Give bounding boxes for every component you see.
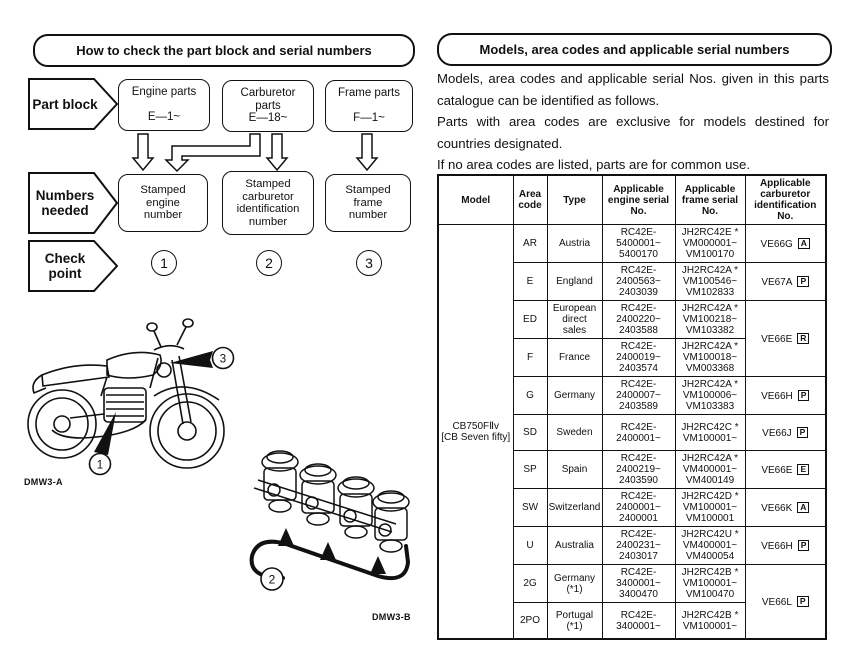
column-header-1: Area code	[513, 175, 547, 225]
carb-1	[262, 451, 298, 512]
column-header-4: Applicable frame serial No.	[675, 175, 745, 225]
cell-area-code: U	[513, 527, 547, 565]
cell-area-code: AR	[513, 225, 547, 263]
cell-engine-serial: RC42E- 3400001~	[602, 603, 675, 640]
cell-frame-serial: JH2RC42D * VM100001~ VM100001	[675, 489, 745, 527]
check-point-label: Check point	[44, 251, 86, 281]
cell-type: Germany	[547, 377, 602, 415]
check-point-2: 2	[256, 250, 282, 276]
carburetor-letter-badge: P	[797, 427, 809, 439]
figure-a-label: DMW3-A	[24, 477, 63, 487]
intro-paragraph-1: Models, area codes and applicable serial Nos. given in this parts catalogue can be identified as follows.	[437, 71, 829, 108]
cell-type: Sweden	[547, 415, 602, 451]
engine-callout-number: 1	[96, 459, 104, 472]
cell-model: CB750FⅡv [CB Seven fifty]	[438, 225, 513, 640]
carburetor-code: VE66G	[760, 238, 793, 250]
numbers-needed-label: Numbers needed	[35, 188, 95, 218]
loop-arrowhead-1	[278, 528, 294, 546]
carburetor-code: VE66E	[761, 333, 793, 345]
cell-type: England	[547, 263, 602, 301]
cell-engine-serial: RC42E- 2400563~ 2403039	[602, 263, 675, 301]
stamped-carburetor-number-box	[222, 171, 314, 235]
cell-engine-serial: RC42E- 2400007~ 2403589	[602, 377, 675, 415]
table-row	[438, 225, 826, 263]
cell-type: Spain	[547, 451, 602, 489]
carburetor-code: VE66J	[762, 427, 792, 439]
cell-frame-serial: JH2RC42A * VM100018~ VM003368	[675, 339, 745, 377]
engine-block	[104, 388, 146, 422]
column-header-5: Applicable carburetor identification No.	[745, 175, 826, 225]
stamped-carburetor-number-text: Stamped carburetor identification number	[236, 178, 300, 228]
down-arrow-frame	[357, 134, 377, 170]
carburetor-letter-badge: P	[798, 390, 810, 402]
right-section-title	[437, 33, 832, 66]
tail	[33, 375, 46, 393]
cell-frame-serial: JH2RC42C * VM100001~	[675, 415, 745, 451]
cell-carburetor-id	[745, 565, 826, 640]
cell-type: Switzerland	[547, 489, 602, 527]
cell-engine-serial: RC42E- 2400019~ 2403574	[602, 339, 675, 377]
carb-4	[373, 491, 409, 552]
column-header-3: Applicable engine serial No.	[602, 175, 675, 225]
cell-area-code: SW	[513, 489, 547, 527]
cell-carburetor-id	[745, 377, 826, 415]
down-arrow-carburetor	[267, 134, 287, 170]
flow-arrows	[0, 0, 440, 180]
stamped-engine-number-text: Stamped engine number	[140, 184, 186, 222]
right-section-title-text: Models, area codes and applicable serial numbers	[479, 42, 790, 57]
cell-carburetor-id	[745, 451, 826, 489]
cell-area-code: SP	[513, 451, 547, 489]
cell-engine-serial: RC42E- 2400220~ 2403588	[602, 301, 675, 339]
cell-area-code: SD	[513, 415, 547, 451]
stamped-engine-number-box	[118, 174, 208, 232]
cell-area-code: F	[513, 339, 547, 377]
intro-paragraph-2: Parts with area codes are exclusive for models destined for countries designated.	[437, 114, 829, 151]
frame-callout-arrow	[170, 351, 213, 368]
part-block-label: Part block	[32, 96, 98, 112]
carburetor-letter-badge: P	[797, 596, 809, 608]
carburetor-parts-title: Carburetor parts	[240, 87, 296, 112]
carb-callout-number: 2	[268, 572, 276, 587]
carburetor-letter-badge: R	[797, 333, 809, 345]
cell-type: Germany (*1)	[547, 565, 602, 603]
cell-area-code: E	[513, 263, 547, 301]
cell-carburetor-id	[745, 301, 826, 377]
cell-engine-serial: RC42E- 2400001~ 2400001	[602, 489, 675, 527]
carburetor-illustration	[228, 428, 430, 620]
carburetor-letter-badge: A	[798, 238, 810, 250]
frame-parts-code: F—1~	[353, 111, 385, 124]
figure-b-label: DMW3-B	[372, 612, 411, 622]
carburetor-code: VE66H	[761, 540, 793, 552]
cell-frame-serial: JH2RC42E * VM000001~ VM100170	[675, 225, 745, 263]
cell-carburetor-id	[745, 489, 826, 527]
cell-carburetor-id	[745, 415, 826, 451]
cell-frame-serial: JH2RC42A * VM100546~ VM102833	[675, 263, 745, 301]
motorcycle-illustration	[12, 296, 236, 482]
serial-numbers-table	[437, 174, 827, 640]
engine-parts-code: E—1~	[147, 110, 181, 123]
intro-paragraph-3: If no area codes are listed, parts are for common use.	[437, 157, 750, 172]
cell-area-code: ED	[513, 301, 547, 339]
rear-wheel	[28, 390, 96, 458]
loop-arrowhead-3	[370, 556, 386, 574]
cell-area-code: G	[513, 377, 547, 415]
carburetor-code: VE66H	[761, 390, 793, 402]
carburetor-letter-badge: A	[797, 502, 809, 514]
carburetor-letter-badge: E	[797, 464, 809, 476]
frame-parts-title: Frame parts	[338, 87, 400, 99]
carburetor-code: VE66L	[761, 596, 792, 608]
elbow-arrow-carb-to-engine	[166, 134, 260, 171]
frame-callout-number: 3	[219, 353, 227, 366]
stamped-frame-number-box	[325, 174, 411, 232]
check-point-banner	[28, 240, 118, 292]
column-header-0: Model	[438, 175, 513, 225]
engine-parts-title: Engine parts	[131, 86, 197, 98]
check-point-1: 1	[151, 250, 177, 276]
carburetor-code: VE67A	[761, 276, 793, 288]
cell-engine-serial: RC42E- 2400001~	[602, 415, 675, 451]
cell-carburetor-id	[745, 527, 826, 565]
cell-frame-serial: JH2RC42A * VM400001~ VM400149	[675, 451, 745, 489]
cell-carburetor-id	[745, 225, 826, 263]
column-header-2: Type	[547, 175, 602, 225]
carburetor-parts-code: E—18~	[248, 112, 288, 124]
cell-type: Portugal (*1)	[547, 603, 602, 640]
cell-area-code: 2G	[513, 565, 547, 603]
engine-callout-arrow	[94, 412, 116, 455]
cell-engine-serial: RC42E- 3400001~ 3400470	[602, 565, 675, 603]
cell-frame-serial: JH2RC42A * VM100218~ VM103382	[675, 301, 745, 339]
table-header-row	[438, 175, 826, 225]
carburetor-letter-badge: P	[797, 276, 809, 288]
cell-area-code: 2PO	[513, 603, 547, 640]
carburetor-code: VE66K	[761, 502, 793, 514]
cell-type: European direct sales	[547, 301, 602, 339]
cell-engine-serial: RC42E- 5400001~ 5400170	[602, 225, 675, 263]
cell-type: Australia	[547, 527, 602, 565]
numbers-needed-banner	[28, 172, 118, 234]
cell-frame-serial: JH2RC42B * VM100001~	[675, 603, 745, 640]
cell-frame-serial: JH2RC42B * VM100001~ VM100470	[675, 565, 745, 603]
loop-arrowhead-2	[320, 542, 336, 560]
headlight	[157, 363, 171, 377]
mirror-stalk	[154, 331, 161, 347]
intro-text	[437, 68, 829, 176]
cell-type: Austria	[547, 225, 602, 263]
fuel-rail	[258, 480, 396, 524]
cell-carburetor-id	[745, 263, 826, 301]
front-wheel	[150, 394, 224, 468]
mirror	[147, 323, 157, 331]
check-point-3: 3	[356, 250, 382, 276]
carburetor-letter-badge: P	[798, 540, 810, 552]
stamped-frame-number-text: Stamped frame number	[345, 184, 391, 222]
carburetor-code: VE66E	[761, 464, 793, 476]
down-arrow-engine	[133, 134, 153, 170]
seat	[42, 365, 109, 386]
cell-type: France	[547, 339, 602, 377]
cell-frame-serial: JH2RC42A * VM100006~ VM103383	[675, 377, 745, 415]
left-section-title-text: How to check the part block and serial numbers	[76, 43, 372, 58]
handlebar	[154, 346, 184, 350]
cell-engine-serial: RC42E- 2400219~ 2403590	[602, 451, 675, 489]
cell-engine-serial: RC42E- 2400231~ 2403017	[602, 527, 675, 565]
cell-frame-serial: JH2RC42U * VM400001~ VM400054	[675, 527, 745, 565]
